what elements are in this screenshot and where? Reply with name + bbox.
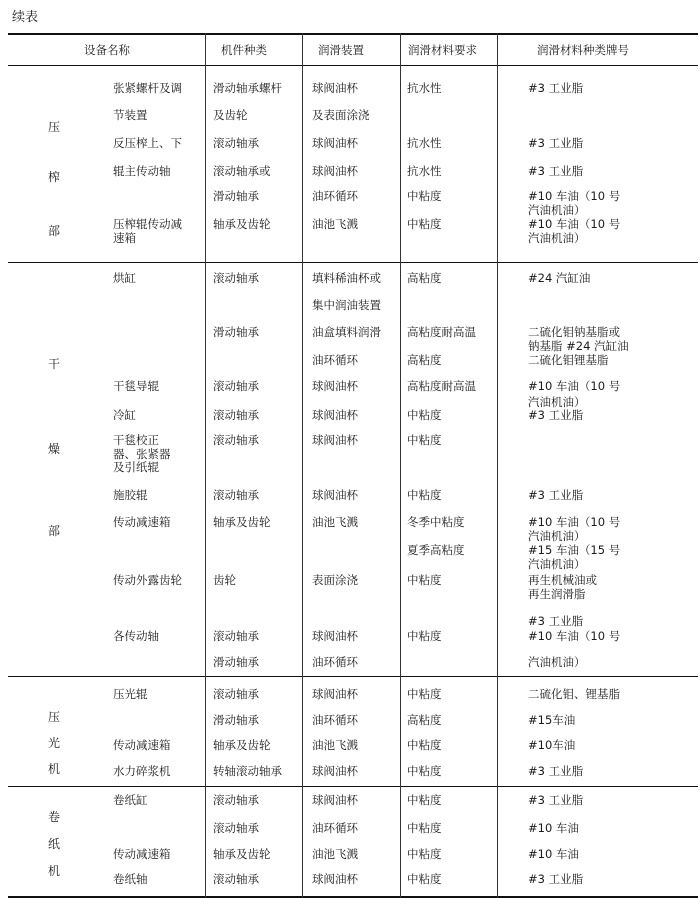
cell-brand: #3 工业脂 xyxy=(528,81,584,95)
cell-part-type: 滑动轴承 xyxy=(213,655,259,669)
cell-requirement: 中粘度 xyxy=(407,629,442,643)
cell-device: 球阀油杯 xyxy=(312,687,358,701)
cell-requirement: 中粘度 xyxy=(407,573,442,587)
cell-brand: #3 工业脂 xyxy=(528,136,584,150)
cell-part-type: 滑动轴承 xyxy=(213,325,259,339)
cell-brand: 钠基脂 #24 汽缸油 xyxy=(528,339,629,353)
section-label-calender-1: 压 xyxy=(47,710,60,724)
cell-requirement: 中粘度 xyxy=(407,764,442,778)
cell-requirement: 抗水性 xyxy=(407,81,442,95)
cell-part-type: 滚动轴承 xyxy=(213,136,259,150)
cell-brand: 汽油机油） xyxy=(528,655,586,669)
cell-brand: #15车油 xyxy=(528,713,576,727)
cell-part-type: 滚动轴承 xyxy=(213,687,259,701)
section-label-calender-2: 光 xyxy=(47,736,60,750)
cell-device: 表面涂浇 xyxy=(312,573,358,587)
cell-equipment: 烘缸 xyxy=(113,271,136,285)
cell-device: 球阀油杯 xyxy=(312,629,358,643)
cell-equipment: 辊主传动轴 xyxy=(113,164,171,178)
cell-equipment: 压光辊 xyxy=(113,687,148,701)
cell-requirement: 中粘度 xyxy=(407,738,442,752)
cell-equipment: 卷纸缸 xyxy=(113,793,148,807)
cell-brand: #3 工业脂 xyxy=(528,408,584,422)
cell-device: 填料稀油杯或 xyxy=(312,271,381,285)
cell-device: 油池飞溅 xyxy=(312,515,358,529)
cell-brand: #10 车油 xyxy=(528,847,579,861)
cell-device: 球阀油杯 xyxy=(312,872,358,886)
cell-part-type: 轴承及齿轮 xyxy=(213,515,271,529)
page-label: 续表 xyxy=(12,10,39,25)
cell-part-type: 轴承及齿轮 xyxy=(213,738,271,752)
cell-equipment: 卷纸轴 xyxy=(113,872,148,886)
cell-brand: 汽油机油） xyxy=(528,203,586,217)
cell-device: 球阀油杯 xyxy=(312,379,358,393)
cell-equipment: 及引纸辊 xyxy=(113,460,159,474)
section-label-press-3: 部 xyxy=(47,224,60,238)
section-divider-press xyxy=(8,262,698,263)
cell-equipment: 冷缸 xyxy=(113,408,136,422)
cell-requirement: 中粘度 xyxy=(407,872,442,886)
cell-part-type: 滚动轴承 xyxy=(213,433,259,447)
cell-device: 油环循环 xyxy=(312,353,358,367)
cell-requirement: 抗水性 xyxy=(407,164,442,178)
cell-brand: 汽油机油） xyxy=(528,557,586,571)
cell-device: 油环循环 xyxy=(312,821,358,835)
cell-brand: #3 工业脂 xyxy=(528,764,584,778)
section-label-reel-3: 机 xyxy=(47,864,60,878)
cell-brand: #10 车油（10 号 xyxy=(528,217,621,231)
cell-requirement: 高粘度耐高温 xyxy=(407,379,476,393)
cell-part-type: 滚动轴承或 xyxy=(213,164,271,178)
cell-requirement: 中粘度 xyxy=(407,488,442,502)
cell-requirement: 中粘度 xyxy=(407,408,442,422)
cell-brand: #24 汽缸油 xyxy=(528,271,591,285)
table-bottom-rule xyxy=(8,896,698,898)
cell-device: 油环循环 xyxy=(312,713,358,727)
cell-brand: #3 工业脂 xyxy=(528,614,584,628)
cell-device: 球阀油杯 xyxy=(312,136,358,150)
cell-requirement: 冬季中粘度 xyxy=(407,515,465,529)
cell-requirement: 中粘度 xyxy=(407,793,442,807)
cell-part-type: 滚动轴承 xyxy=(213,872,259,886)
header-bottom-rule xyxy=(8,65,698,66)
cell-equipment: 张紧螺杆及调 xyxy=(113,81,182,95)
cell-requirement: 高粘度 xyxy=(407,353,442,367)
cell-part-type: 轴承及齿轮 xyxy=(213,217,271,231)
cell-equipment: 水力碎浆机 xyxy=(113,764,171,778)
cell-requirement: 中粘度 xyxy=(407,821,442,835)
cell-brand: #15 车油（15 号 xyxy=(528,543,621,557)
section-label-reel-1: 卷 xyxy=(47,810,60,824)
cell-brand: #10 车油（10 号 xyxy=(528,515,621,529)
cell-device: 油环循环 xyxy=(312,189,358,203)
cell-brand: 汽油机油） xyxy=(528,231,586,245)
cell-part-type: 滚动轴承 xyxy=(213,379,259,393)
section-label-dry-1: 干 xyxy=(47,357,60,371)
col-divider-3 xyxy=(400,33,401,898)
cell-device: 油池飞溅 xyxy=(312,738,358,752)
cell-part-type: 滑动轴承 xyxy=(213,189,259,203)
header-device: 润滑装置 xyxy=(318,43,364,57)
cell-equipment: 节装置 xyxy=(113,108,148,122)
section-label-press-2: 榨 xyxy=(47,170,60,184)
section-divider-calender xyxy=(8,786,698,787)
cell-part-type: 及齿轮 xyxy=(213,108,248,122)
cell-device: 球阀油杯 xyxy=(312,408,358,422)
cell-part-type: 齿轮 xyxy=(213,573,236,587)
cell-requirement: 夏季高粘度 xyxy=(407,543,465,557)
cell-brand: #3 工业脂 xyxy=(528,488,584,502)
section-label-reel-2: 纸 xyxy=(47,837,60,851)
cell-equipment: 传动减速箱 xyxy=(113,847,171,861)
header-equipment: 设备名称 xyxy=(84,43,130,57)
cell-requirement: 高粘度 xyxy=(407,713,442,727)
cell-requirement: 中粘度 xyxy=(407,189,442,203)
cell-device: 球阀油杯 xyxy=(312,164,358,178)
cell-brand: #3 工业脂 xyxy=(528,872,584,886)
cell-device: 球阀油杯 xyxy=(312,433,358,447)
cell-requirement: 高粘度耐高温 xyxy=(407,325,476,339)
cell-brand: 二硫化钼钠基脂或 xyxy=(528,325,620,339)
cell-brand: 二硫化钼、锂基脂 xyxy=(528,687,620,701)
header-brand: 润滑材料种类牌号 xyxy=(537,43,629,57)
cell-brand: 二硫化钼锂基脂 xyxy=(528,353,609,367)
cell-device: 球阀油杯 xyxy=(312,764,358,778)
section-label-dry-3: 部 xyxy=(47,524,60,538)
cell-brand: 再生润滑脂 xyxy=(528,587,586,601)
cell-requirement: 中粘度 xyxy=(407,847,442,861)
cell-device: 油环循环 xyxy=(312,655,358,669)
cell-part-type: 滚动轴承 xyxy=(213,793,259,807)
cell-device: 集中润油装置 xyxy=(312,298,381,312)
cell-device: 球阀油杯 xyxy=(312,793,358,807)
cell-device: 及表面涂浇 xyxy=(312,108,370,122)
cell-brand: 汽油机油） xyxy=(528,529,586,543)
cell-equipment: 传动减速箱 xyxy=(113,515,171,529)
header-part-type: 机件种类 xyxy=(221,43,267,57)
cell-equipment: 速箱 xyxy=(113,231,136,245)
cell-part-type: 滚动轴承 xyxy=(213,629,259,643)
cell-device: 油池飞溅 xyxy=(312,847,358,861)
cell-requirement: 中粘度 xyxy=(407,433,442,447)
cell-brand: 汽油机油） xyxy=(528,395,586,409)
cell-device: 油池飞溅 xyxy=(312,217,358,231)
section-label-dry-2: 燥 xyxy=(47,442,60,456)
cell-brand: #10 车油（10 号 xyxy=(528,189,621,203)
cell-brand: #10 车油（10 号 xyxy=(528,629,621,643)
cell-requirement: 高粘度 xyxy=(407,271,442,285)
cell-brand: #3 工业脂 xyxy=(528,793,584,807)
cell-equipment: 压榨辊传动减 xyxy=(113,217,182,231)
section-divider-dry xyxy=(8,676,698,677)
cell-equipment: 器、张紧器 xyxy=(113,447,171,461)
cell-part-type: 滚动轴承 xyxy=(213,821,259,835)
col-divider-4 xyxy=(497,33,498,898)
cell-equipment: 反压榨上、下 xyxy=(113,136,182,150)
cell-part-type: 轴承及齿轮 xyxy=(213,847,271,861)
cell-brand: 再生机械油或 xyxy=(528,573,597,587)
col-divider-1 xyxy=(205,33,206,898)
section-label-press-1: 压 xyxy=(47,120,60,134)
cell-part-type: 滑动轴承 xyxy=(213,713,259,727)
cell-part-type: 滑动轴承螺杆 xyxy=(213,81,282,95)
col-divider-2 xyxy=(302,33,303,898)
cell-requirement: 中粘度 xyxy=(407,687,442,701)
cell-equipment: 传动减速箱 xyxy=(113,738,171,752)
cell-device: 油盒填料润滑 xyxy=(312,325,381,339)
cell-equipment: 施胶辊 xyxy=(113,488,148,502)
header-requirement: 润滑材料要求 xyxy=(408,43,477,57)
cell-equipment: 干毯校正 xyxy=(113,433,159,447)
cell-brand: #10车油 xyxy=(528,738,576,752)
cell-part-type: 滚动轴承 xyxy=(213,271,259,285)
cell-brand: #10 车油 xyxy=(528,821,579,835)
cell-equipment: 干毯导辊 xyxy=(113,379,159,393)
cell-part-type: 滚动轴承 xyxy=(213,408,259,422)
cell-brand: #10 车油（10 号 xyxy=(528,379,621,393)
cell-requirement: 抗水性 xyxy=(407,136,442,150)
cell-device: 球阀油杯 xyxy=(312,488,358,502)
cell-brand: #3 工业脂 xyxy=(528,164,584,178)
cell-part-type: 滚动轴承 xyxy=(213,488,259,502)
cell-equipment: 各传动轴 xyxy=(113,629,159,643)
cell-device: 球阀油杯 xyxy=(312,81,358,95)
cell-equipment: 传动外露齿轮 xyxy=(113,573,182,587)
table-top-rule xyxy=(8,33,698,35)
cell-part-type: 转轴滚动轴承 xyxy=(213,764,282,778)
section-label-calender-3: 机 xyxy=(47,762,60,776)
cell-requirement: 中粘度 xyxy=(407,217,442,231)
